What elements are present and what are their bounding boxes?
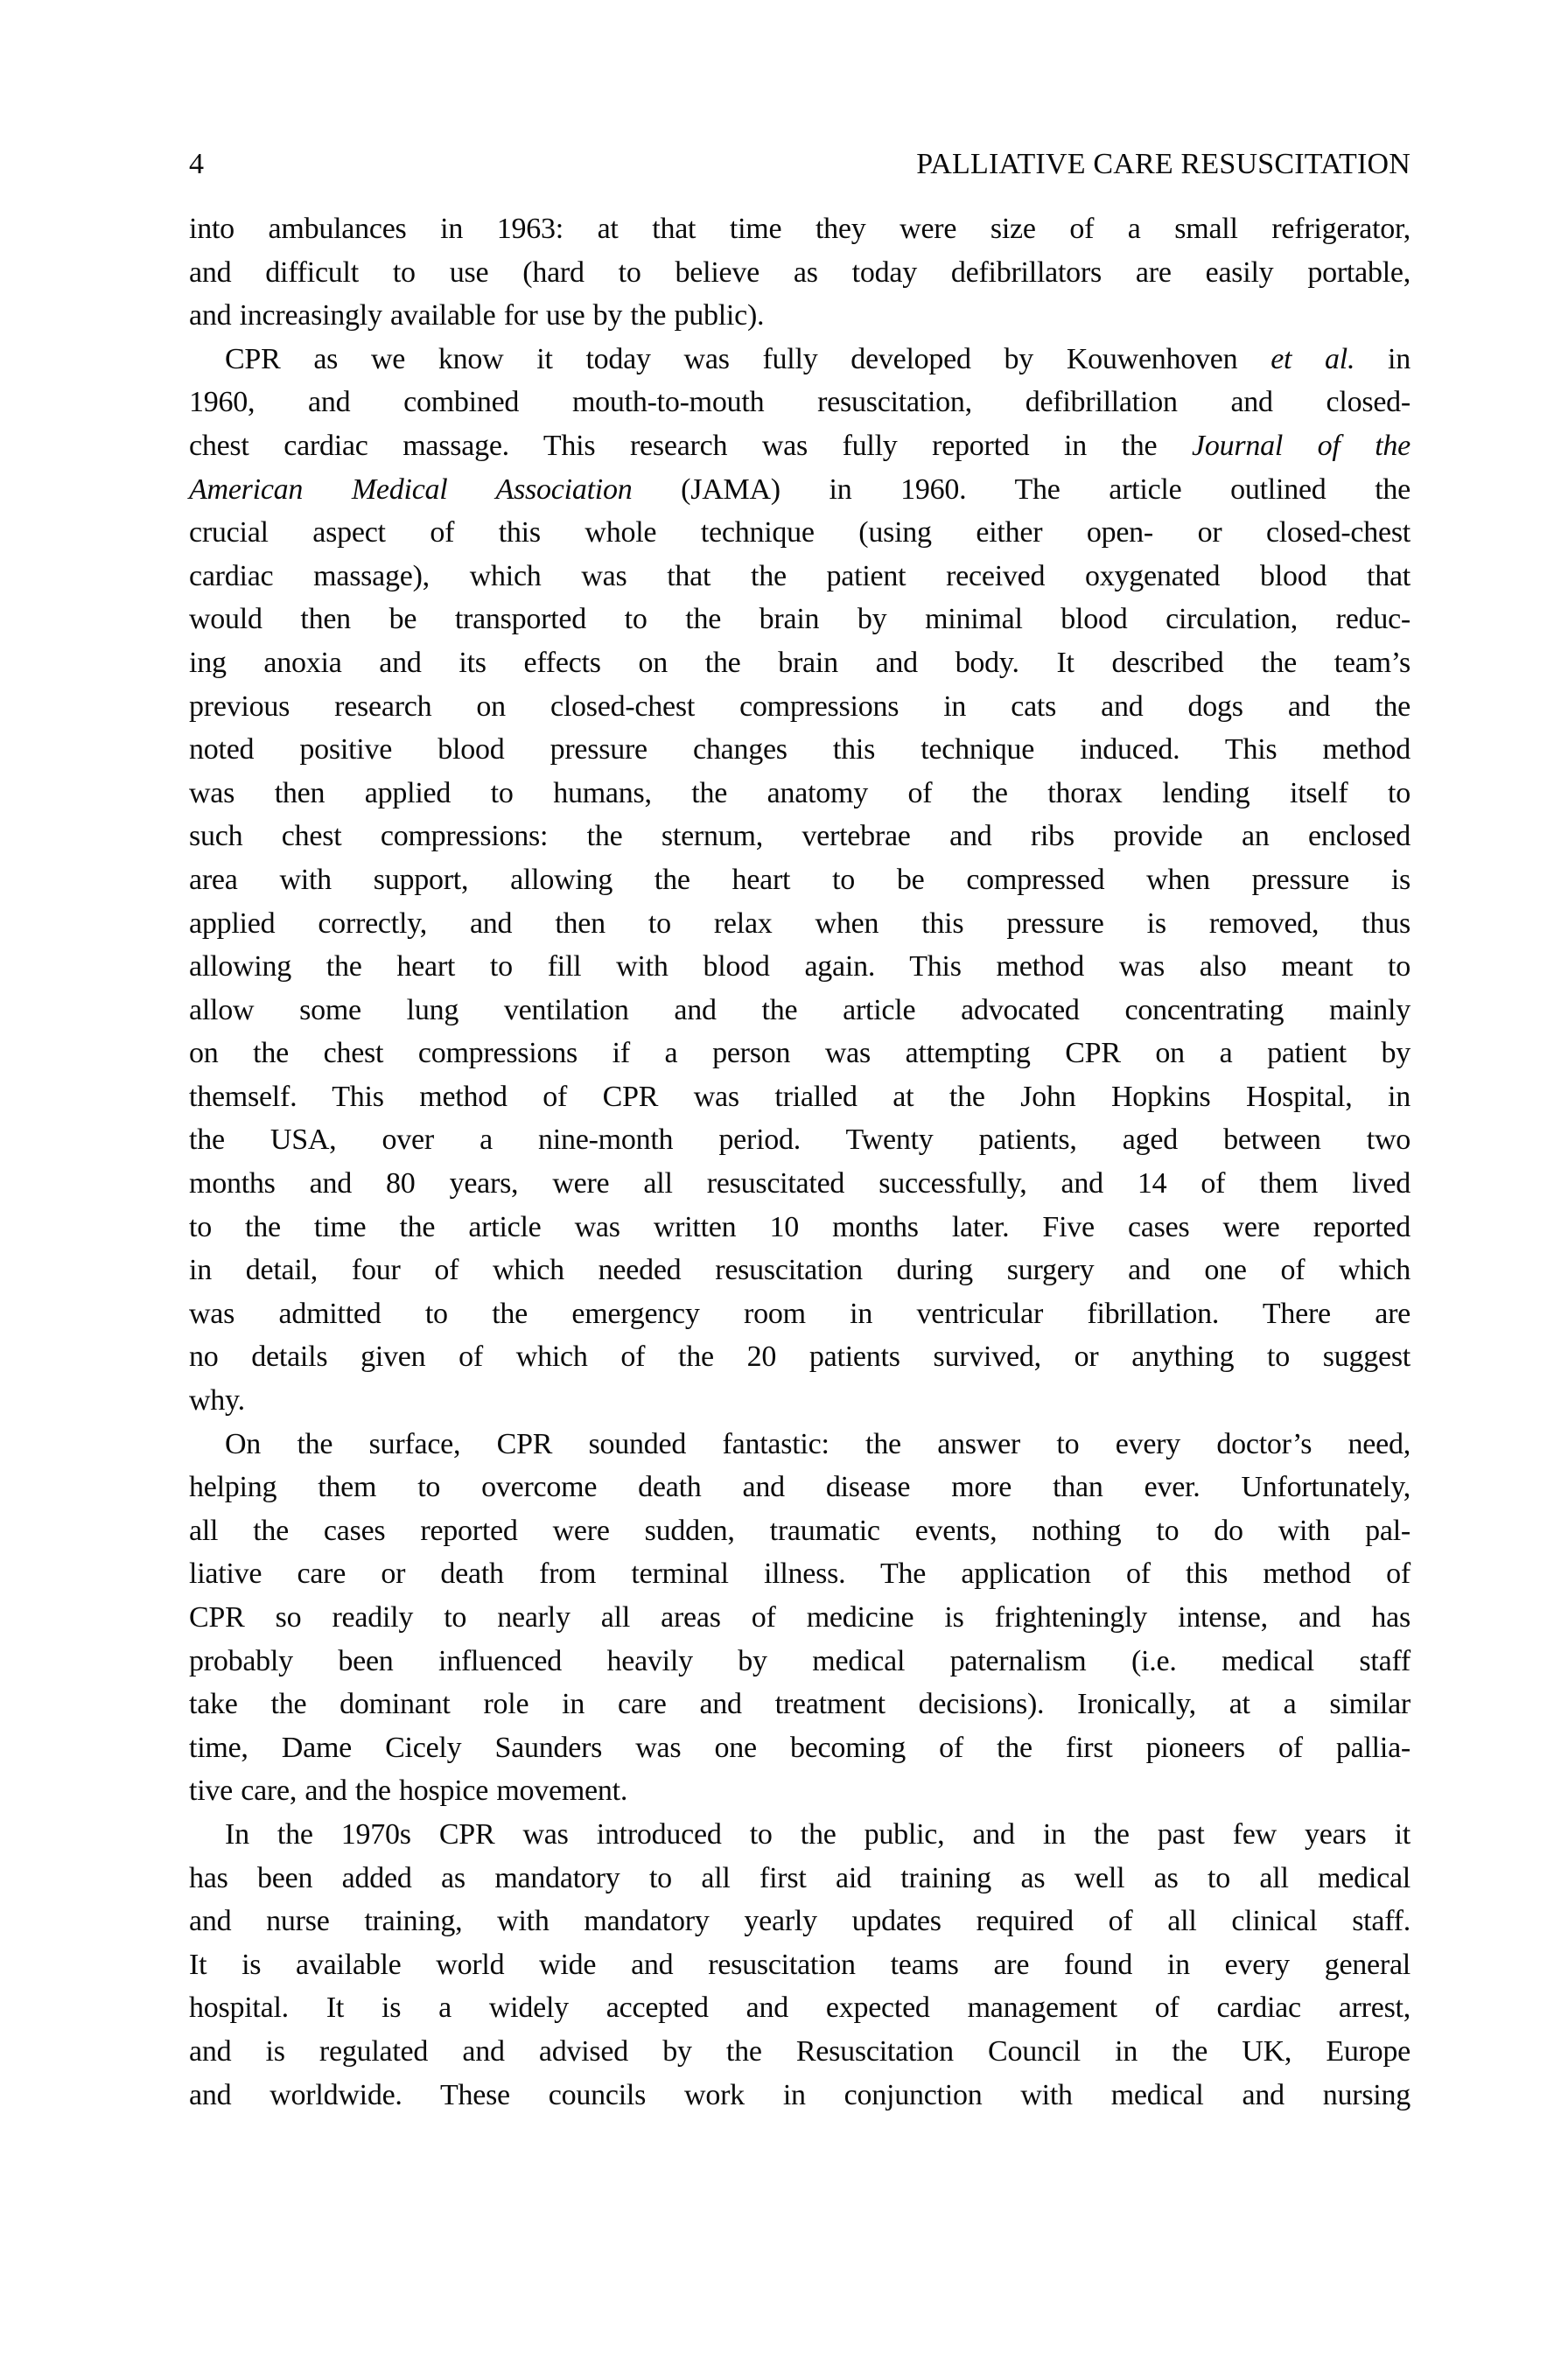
text-line bbox=[189, 1292, 1410, 1336]
text-segment: take the dominant role in care and treatment decisions). Ironically, at a similar bbox=[189, 1688, 1410, 1721]
text-segment: chest cardiac massage. This research was fully reported in the bbox=[189, 429, 1192, 462]
text-line bbox=[189, 1726, 1410, 1770]
text-segment: crucial aspect of this whole technique (using either open- or closed-chest bbox=[189, 516, 1410, 550]
text-line bbox=[189, 1900, 1410, 1943]
page-number: 4 bbox=[189, 148, 205, 180]
text-line bbox=[189, 1335, 1410, 1379]
italic-text-segment: et al. bbox=[1270, 342, 1355, 375]
text-segment: On the surface, CPR sounded fantastic: the answer to every doctor’s need, bbox=[225, 1427, 1410, 1460]
text-line bbox=[189, 1423, 1410, 1466]
text-line bbox=[189, 1596, 1410, 1640]
text-line bbox=[189, 2030, 1410, 2074]
text-segment: (JAMA) in 1960. The article outlined the bbox=[632, 472, 1411, 506]
text-line bbox=[189, 1857, 1410, 1900]
text-line bbox=[189, 294, 1410, 338]
text-line bbox=[189, 1986, 1410, 2030]
text-segment: hospital. It is a widely accepted and expected management of cardiac arrest, bbox=[189, 1992, 1410, 2025]
text-segment: allowing the heart to fill with blood again. This method was also meant to bbox=[189, 950, 1410, 984]
text-line bbox=[189, 815, 1410, 858]
text-segment: It is available world wide and resuscitation teams are found in every general bbox=[189, 1948, 1410, 1981]
text-segment: tive care, and the hospice movement. bbox=[189, 1774, 628, 1808]
text-segment: ing anoxia and its effects on the brain and body. It described the team’s bbox=[189, 646, 1410, 679]
text-segment: was admitted to the emergency room in ventricular fibrillation. There are bbox=[189, 1297, 1410, 1330]
text-segment: into ambulances in 1963: at that time they were size of a small refrigerator, bbox=[189, 213, 1410, 245]
italic-text-segment: Journal of the bbox=[1192, 429, 1410, 462]
text-segment: has been added as mandatory to all first aid training as well as to all medical bbox=[189, 1861, 1410, 1894]
text-line bbox=[189, 1118, 1410, 1162]
text-segment: and is regulated and advised by the Resuscitation Council in the UK, Europe bbox=[189, 2034, 1410, 2068]
text-segment: CPR as we know it today was fully developed by Kouwenhoven bbox=[225, 342, 1271, 375]
text-segment: noted positive blood pressure changes this technique induced. This method bbox=[189, 733, 1410, 766]
text-line bbox=[189, 598, 1410, 641]
text-line bbox=[189, 772, 1410, 816]
text-line bbox=[189, 251, 1410, 295]
text-segment: would then be transported to the brain by minimal blood circulation, reduc- bbox=[189, 603, 1410, 636]
text-segment: months and 80 years, were all resuscitated successfully, and 14 of them lived bbox=[189, 1167, 1410, 1200]
text-segment: in detail, four of which needed resuscitation during surgery and one of which bbox=[189, 1254, 1410, 1287]
text-segment: CPR so readily to nearly all areas of medicine is frighteningly intense, and has bbox=[189, 1601, 1410, 1634]
text-line bbox=[189, 338, 1410, 382]
text-segment: and difficult to use (hard to believe as today defibrillators are easily portable, bbox=[189, 256, 1410, 289]
text-line bbox=[189, 989, 1410, 1032]
text-line bbox=[189, 728, 1410, 772]
text-segment: the USA, over a nine-month period. Twenty patients, aged between two bbox=[189, 1124, 1410, 1157]
text-line bbox=[189, 468, 1410, 512]
text-line bbox=[189, 1552, 1410, 1596]
text-segment: helping them to overcome death and disease more than ever. Unfortunately, bbox=[189, 1471, 1410, 1504]
text-line bbox=[189, 1683, 1410, 1726]
text-segment: no details given of which of the 20 patients survived, or anything to suggest bbox=[189, 1340, 1410, 1374]
text-line bbox=[189, 1379, 1410, 1423]
text-segment: and increasingly available for use by the public). bbox=[189, 299, 765, 332]
page-header bbox=[189, 147, 1410, 182]
text-line bbox=[189, 1075, 1410, 1119]
text-line bbox=[189, 1640, 1410, 1684]
text-line bbox=[189, 2074, 1410, 2118]
text-segment: In the 1970s CPR was introduced to the public, and in the past few years it bbox=[225, 1817, 1410, 1851]
text-line bbox=[189, 1943, 1410, 1987]
text-segment: 1960, and combined mouth-to-mouth resuscitation, defibrillation and closed- bbox=[189, 386, 1410, 419]
text-segment: to the time the article was written 10 months later. Five cases were reported bbox=[189, 1210, 1410, 1243]
text-segment: and worldwide. These councils work in conjunction with medical and nursing bbox=[189, 2078, 1410, 2111]
text-segment: cardiac massage), which was that the patient received oxygenated blood that bbox=[189, 559, 1410, 592]
text-line bbox=[189, 1509, 1410, 1553]
text-line bbox=[189, 555, 1410, 598]
text-segment: allow some lung ventilation and the article advocated concentrating mainly bbox=[189, 993, 1410, 1026]
text-segment: applied correctly, and then to relax when this pressure is removed, thus bbox=[189, 906, 1410, 940]
text-line bbox=[189, 511, 1410, 555]
text-line bbox=[189, 1813, 1410, 1857]
text-line bbox=[189, 641, 1410, 685]
body-text bbox=[189, 207, 1410, 2117]
text-segment: was then applied to humans, the anatomy of the thorax lending itself to bbox=[189, 776, 1410, 809]
text-line bbox=[189, 1769, 1410, 1813]
text-segment: and nurse training, with mandatory yearly updates required of all clinical staff. bbox=[189, 1905, 1410, 1938]
text-line bbox=[189, 945, 1410, 989]
italic-text-segment: American Medical Association bbox=[189, 472, 633, 506]
text-segment: liative care or death from terminal illness. The application of this method of bbox=[189, 1558, 1410, 1591]
text-line bbox=[189, 858, 1410, 902]
text-segment: previous research on closed-chest compressions in cats and dogs and the bbox=[189, 690, 1410, 723]
text-line bbox=[189, 424, 1410, 468]
text-segment: probably been influenced heavily by medical paternalism (i.e. medical staff bbox=[189, 1644, 1410, 1677]
text-line bbox=[189, 1466, 1410, 1509]
text-segment: themself. This method of CPR was trialled at the John Hopkins Hospital, in bbox=[189, 1080, 1410, 1113]
text-line bbox=[189, 685, 1410, 729]
text-segment: such chest compressions: the sternum, vertebrae and ribs provide an enclosed bbox=[189, 820, 1410, 853]
text-line bbox=[189, 1032, 1410, 1075]
text-line bbox=[189, 1206, 1410, 1250]
text-segment: area with support, allowing the heart to be compressed when pressure is bbox=[189, 863, 1410, 896]
text-line bbox=[189, 207, 1410, 251]
text-line bbox=[189, 1249, 1410, 1292]
text-line bbox=[189, 902, 1410, 946]
text-line bbox=[189, 1162, 1410, 1206]
text-segment: why. bbox=[189, 1384, 245, 1418]
text-line bbox=[189, 381, 1410, 424]
text-segment: all the cases reported were sudden, traumatic events, nothing to do with pal- bbox=[189, 1514, 1410, 1547]
text-segment: time, Dame Cicely Saunders was one becoming of the first pioneers of pallia- bbox=[189, 1731, 1410, 1764]
text-segment: on the chest compressions if a person was attempting CPR on a patient by bbox=[189, 1037, 1410, 1070]
text-segment: in bbox=[1354, 342, 1410, 375]
running-head: PALLIATIVE CARE RESUSCITATION bbox=[916, 148, 1410, 180]
